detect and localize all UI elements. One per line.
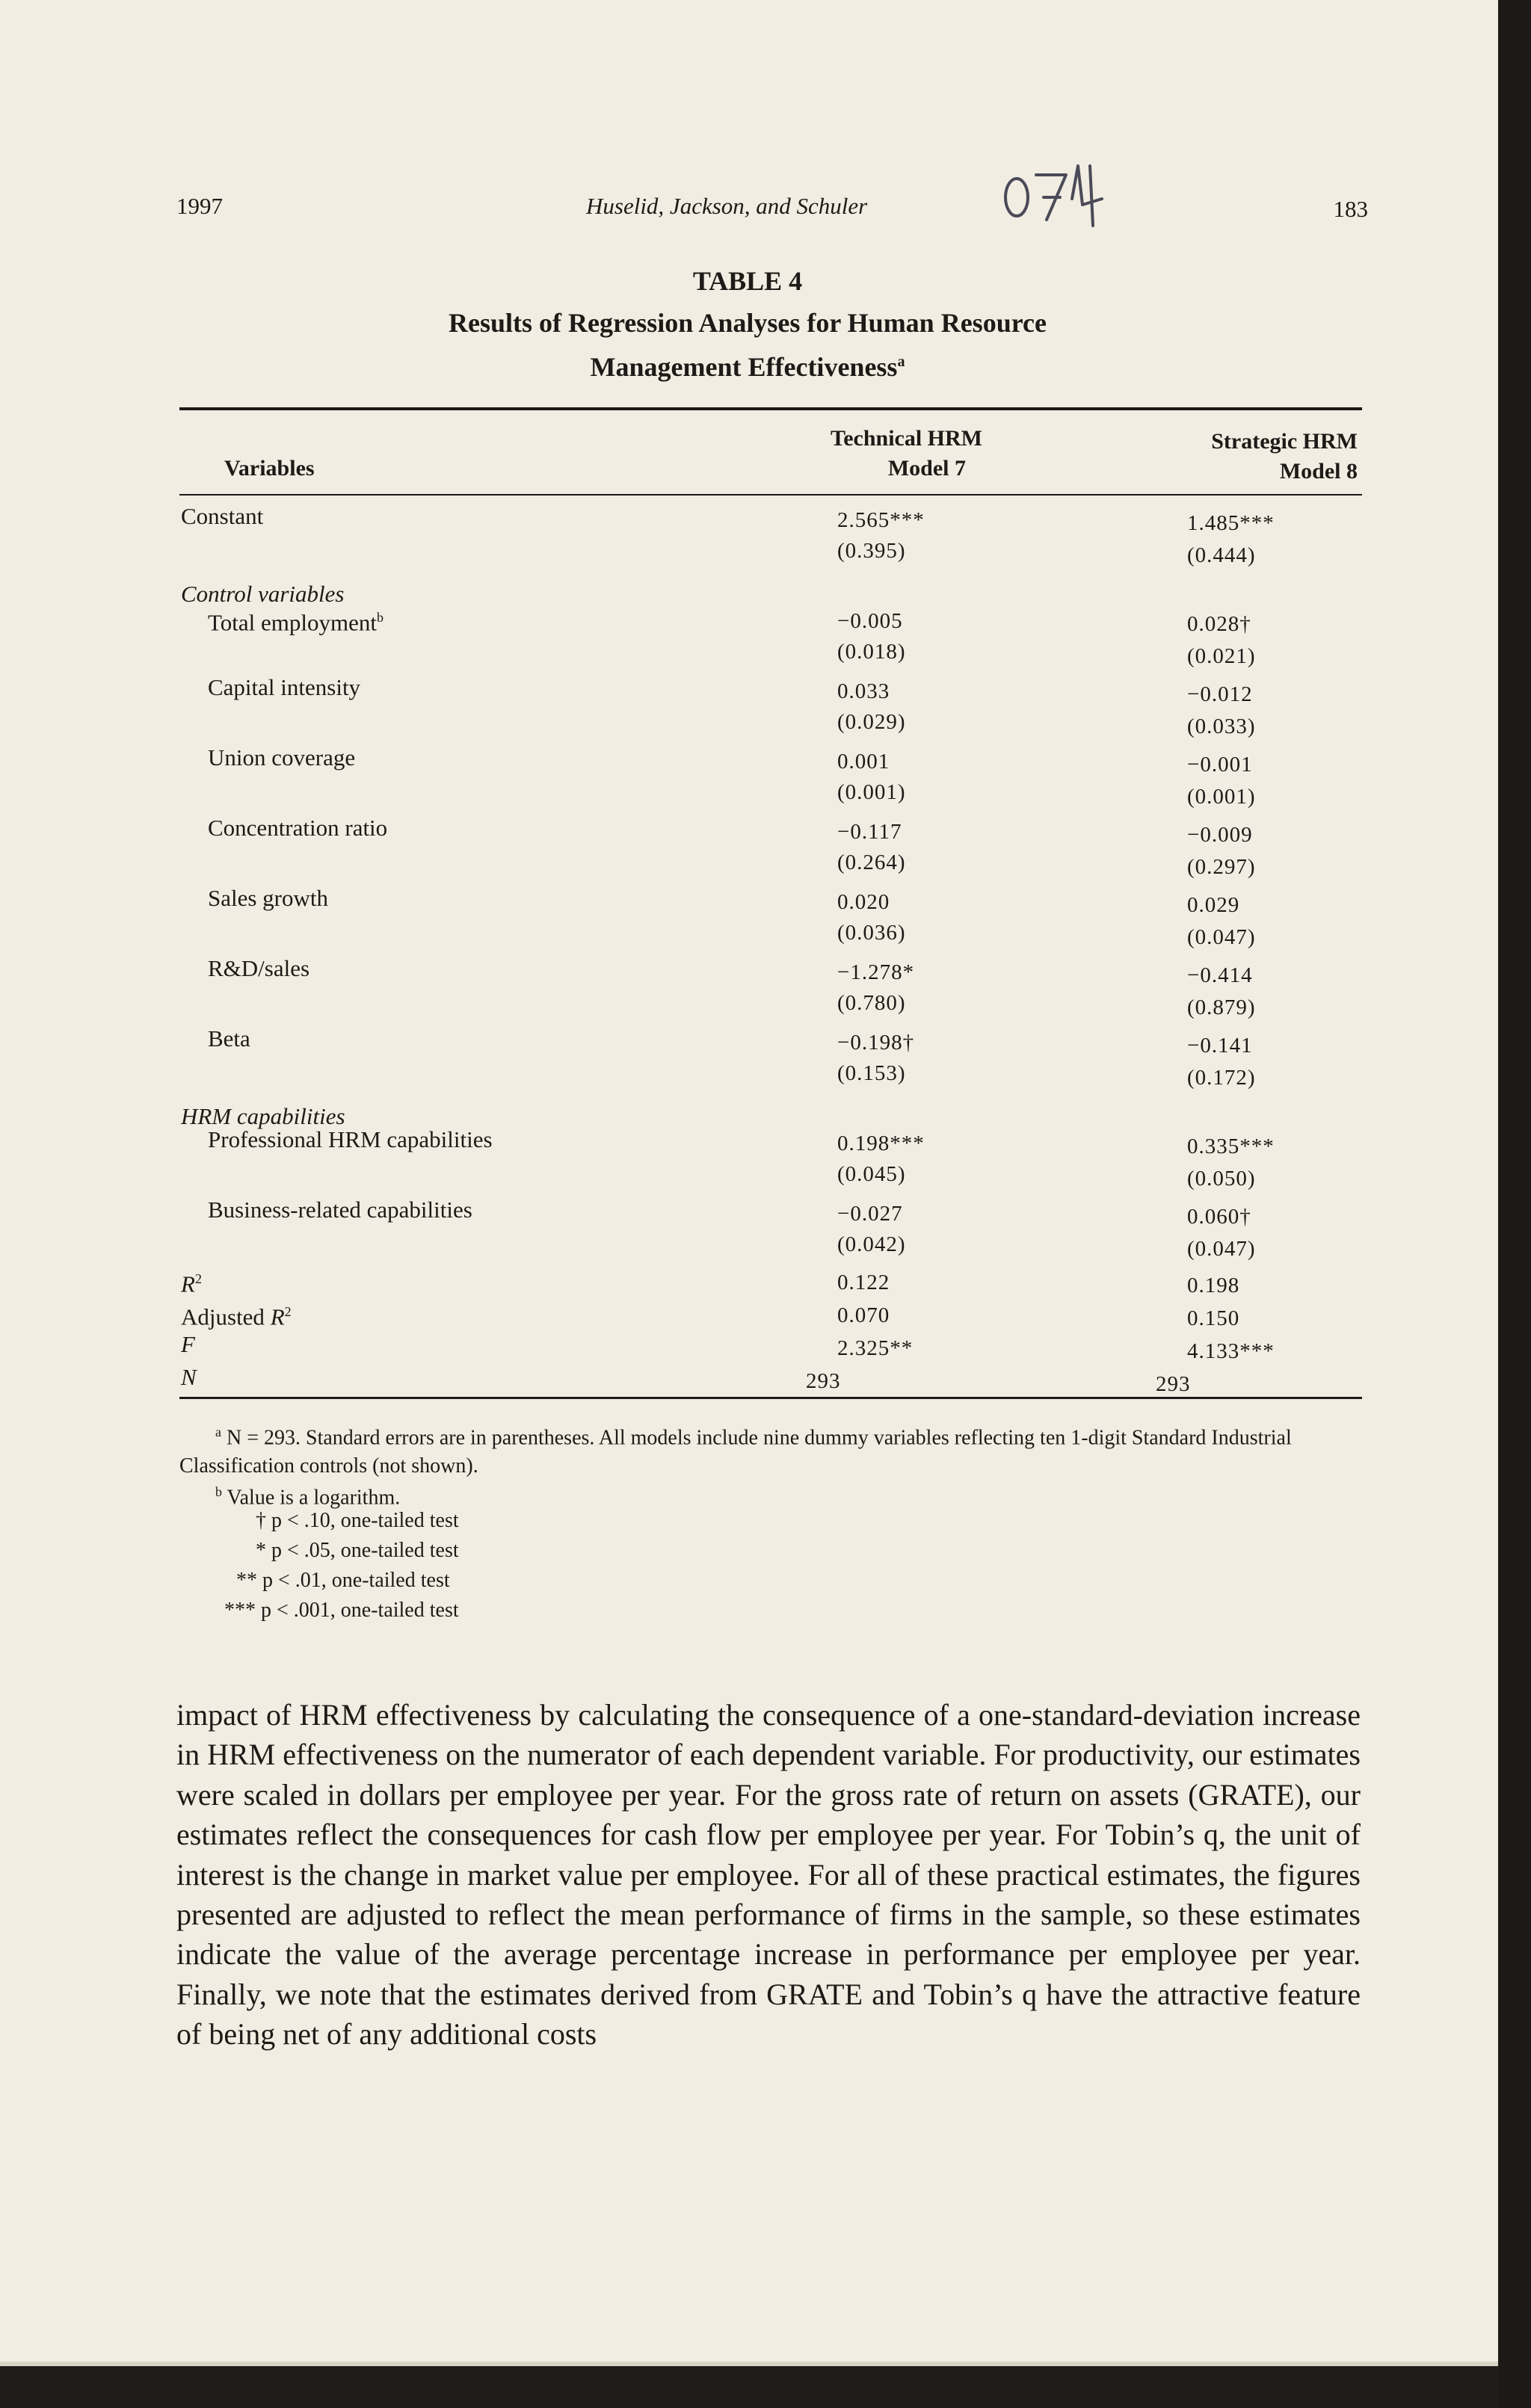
model7-coefficient: −0.027 (837, 1202, 903, 1226)
stat-label (181, 1363, 197, 1392)
model8-statistic: 0.198 (1187, 1274, 1240, 1297)
note-a-text: N = 293. Standard errors are in parentheses. All models include nine dummy variables reflecting ten 1-digit Standard Industrial Classification controls (not shown). (179, 1426, 1292, 1478)
model8-standard-error: (0.444) (1187, 543, 1256, 567)
stat-label (181, 1330, 195, 1359)
model7-standard-error: (0.153) (837, 1061, 906, 1085)
table-label: TABLE 4 (692, 266, 803, 296)
running-head-authors: Huselid, Jackson, and Schuler (586, 193, 868, 219)
stat-label-superscript: 2 (284, 1304, 292, 1319)
model7-standard-error: (0.036) (837, 921, 906, 945)
row-label-text: Beta (208, 1025, 250, 1052)
header-variables: Variables (224, 456, 315, 481)
stat-label-symbol: F (181, 1331, 195, 1357)
row-label-text: R&D/sales (208, 955, 310, 981)
stat-label-prefix: Adjusted (181, 1303, 271, 1330)
row-label (208, 1025, 250, 1053)
row-label-text: Total employment (208, 609, 377, 636)
model8-standard-error: (0.021) (1187, 644, 1256, 668)
model8-coefficient: −0.414 (1187, 963, 1253, 987)
significance-mark: ** (236, 1569, 257, 1592)
significance-note (224, 1596, 459, 1625)
significance-mark: * (256, 1539, 266, 1562)
model7-coefficient: 0.033 (837, 679, 890, 703)
table-top-rule (179, 407, 1362, 410)
model7-coefficient: 0.020 (837, 890, 890, 914)
model7-coefficient: 0.198*** (837, 1132, 925, 1155)
header-col1-line1: Technical HRM (830, 426, 982, 451)
header-col2-line2: Model 8 (1279, 459, 1358, 484)
significance-text: p < .05, one-tailed test (266, 1539, 459, 1562)
row-label (208, 673, 360, 702)
scan-edge-bottom (0, 2366, 1498, 2408)
model8-standard-error: (0.033) (1187, 714, 1256, 738)
stat-label-symbol: R (181, 1271, 195, 1297)
row-label-text: Business-related capabilities (208, 1197, 472, 1223)
model7-coefficient: 0.001 (837, 750, 890, 774)
model8-coefficient: 0.060† (1187, 1205, 1251, 1229)
model8-standard-error: (0.001) (1187, 785, 1256, 809)
model7-statistic: 0.070 (837, 1303, 890, 1327)
model7-standard-error: (0.001) (837, 780, 906, 804)
model7-standard-error: (0.042) (837, 1232, 906, 1256)
model7-standard-error: (0.029) (837, 710, 906, 734)
row-label (208, 884, 328, 913)
row-label (208, 814, 387, 842)
model8-standard-error: (0.297) (1187, 855, 1256, 879)
model7-coefficient: −1.278* (837, 960, 915, 984)
model7-standard-error: (0.264) (837, 850, 906, 874)
model8-statistic: 0.150 (1187, 1306, 1240, 1330)
note-b-text: Value is a logarithm. (227, 1486, 401, 1510)
body-paragraph (176, 1695, 1361, 2054)
table-title-note-mark: a (897, 354, 905, 370)
model7-statistic: 0.122 (837, 1271, 890, 1294)
model8-coefficient: 0.335*** (1187, 1134, 1275, 1158)
model7-statistic: 293 (806, 1369, 841, 1393)
table-title-line2: Management Effectiveness$^a$ (590, 352, 905, 382)
stat-label-superscript: 2 (194, 1271, 202, 1286)
model7-standard-error: (0.045) (837, 1162, 906, 1186)
model7-standard-error: (0.780) (837, 991, 906, 1015)
stat-label-symbol: N (181, 1364, 197, 1390)
row-label (208, 744, 355, 772)
model7-coefficient: 2.565*** (837, 508, 925, 532)
significance-note (256, 1537, 459, 1565)
running-head (176, 182, 1368, 227)
row-label-note-mark: b (376, 610, 383, 625)
model8-statistic: 4.133*** (1187, 1339, 1275, 1363)
row-label (208, 603, 383, 637)
note-a-mark: a (215, 1424, 221, 1439)
row-label-text: Constant (181, 503, 264, 529)
header-col1-line2: Model 7 (887, 456, 966, 481)
model7-coefficient: −0.005 (837, 609, 903, 633)
header-col2-line1: Strategic HRM (1211, 429, 1358, 454)
table-note-a (179, 1418, 1361, 1481)
model7-standard-error: (0.018) (837, 640, 906, 664)
row-label-text: Professional HRM capabilities (208, 1126, 493, 1152)
model8-standard-error: (0.047) (1187, 1237, 1256, 1261)
table-title-line1: Results of Regression Analyses for Human Resource (449, 308, 1047, 338)
stat-label (181, 1265, 202, 1298)
row-label-text: Union coverage (208, 744, 356, 771)
model8-coefficient: −0.141 (1187, 1034, 1253, 1058)
handwritten-note (1000, 154, 1112, 232)
model7-coefficient: −0.117 (837, 820, 902, 844)
table-header-rule (179, 494, 1362, 496)
row-label-text: Concentration ratio (208, 815, 388, 841)
scan-edge-right (1498, 0, 1531, 2408)
model8-coefficient: 0.029 (1187, 893, 1240, 917)
body-paragraph-text: impact of HRM effectiveness by calculating the consequence of a one-standard-deviation increase in HRM effectiveness on the numerator of each dependent variable. For productivity, our estimates were scaled in dollars per employee per year. For the gross rate of return on assets (GRATE), our estimates reflect the consequences for cash flow per employee per year. For Tobin’s q, the unit of interest is the change in market value per employee. For all of these practical estimates, the figures presented are adjusted to reflect the mean performance of firms in the sample, so these estimates indicate the value of the average percentage increase in performance per employee per year. Finally, we note that the estimates derived from GRATE and Tobin’s q have the attractive feature of being net of any additional costs (176, 1698, 1361, 2052)
row-label (208, 1196, 472, 1224)
model8-standard-error: (0.172) (1187, 1066, 1256, 1090)
model8-statistic: 293 (1156, 1372, 1191, 1396)
running-head-year: 1997 (176, 193, 223, 219)
significance-note (236, 1566, 450, 1595)
model8-standard-error: (0.879) (1187, 995, 1256, 1019)
table-bottom-rule (179, 1397, 1362, 1399)
row-label (208, 954, 309, 983)
model8-coefficient: −0.012 (1187, 682, 1253, 706)
significance-text: p < .001, one-tailed test (256, 1599, 459, 1622)
model8-coefficient: 1.485*** (1187, 511, 1275, 535)
model7-statistic: 2.325** (837, 1336, 914, 1360)
model8-coefficient: −0.001 (1187, 753, 1253, 777)
significance-mark: † (256, 1509, 266, 1532)
row-label-text: Capital intensity (208, 674, 361, 700)
significance-text: p < .01, one-tailed test (257, 1569, 450, 1592)
model7-standard-error: (0.395) (837, 539, 906, 563)
row-label-text: Sales growth (208, 885, 329, 911)
row-label (181, 502, 263, 531)
significance-note (256, 1507, 459, 1535)
page-number: 183 (1333, 196, 1368, 222)
model7-coefficient: −0.198† (837, 1031, 915, 1055)
significance-mark: *** (224, 1599, 256, 1622)
row-label (208, 1126, 493, 1154)
stat-label-symbol: R (270, 1303, 285, 1330)
note-b-mark: b (215, 1484, 222, 1499)
model8-coefficient: 0.028† (1187, 612, 1251, 636)
stat-label (181, 1297, 292, 1331)
significance-text: p < .10, one-tailed test (266, 1509, 459, 1532)
model8-standard-error: (0.047) (1187, 925, 1256, 949)
model8-coefficient: −0.009 (1187, 823, 1253, 847)
section-label: HRM capabilities (181, 1103, 345, 1129)
section-label: Control variables (181, 581, 345, 607)
model8-standard-error: (0.050) (1187, 1167, 1256, 1191)
